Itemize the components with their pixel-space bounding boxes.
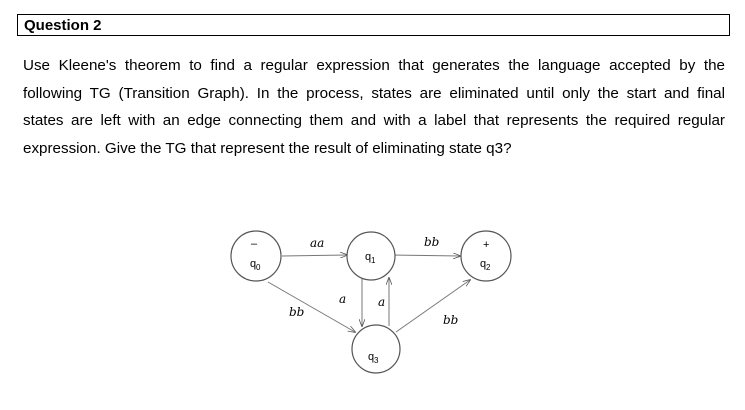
edge-label-bb-left: bb <box>289 305 305 319</box>
edge-q1-q2 <box>391 255 460 256</box>
question-line-2: following TG (Transition Graph). In the process, states are eliminated until only the start and final <box>23 84 725 102</box>
edge-q0-q1 <box>282 255 347 256</box>
question-line-4: expression. Give the TG that represent the result of eliminating state q3? <box>23 139 512 157</box>
state-q0 <box>231 231 281 281</box>
svg-text:2: 2 <box>486 263 491 272</box>
state-q1 <box>347 232 395 280</box>
edge-label-bb-right: bb <box>443 313 459 327</box>
state-q2 <box>461 231 511 281</box>
edge-label-bb-top: bb <box>424 235 440 249</box>
svg-text:1: 1 <box>371 256 376 265</box>
svg-text:–: – <box>251 238 258 250</box>
svg-text:0: 0 <box>256 263 261 272</box>
edge-label-a-left: a <box>339 292 347 306</box>
question-line-3: states are left with an edge connecting them and with a label that represents the required regular <box>23 112 725 130</box>
state-q3 <box>352 325 400 373</box>
edge-q0-q3 <box>268 282 355 332</box>
svg-text:3: 3 <box>374 356 379 365</box>
svg-text:q: q <box>365 251 372 263</box>
svg-text:+: + <box>483 239 490 251</box>
svg-text:q: q <box>480 258 487 270</box>
svg-text:q: q <box>250 258 257 270</box>
edge-label-aa: aa <box>310 236 325 250</box>
edge-label-a-right: a <box>378 295 386 309</box>
edge-q3-q2 <box>396 280 470 332</box>
question-title: Question 2 <box>24 17 102 34</box>
question-line-1: Use Kleene's theorem to find a regular expression that generates the language accepted by the <box>23 57 725 74</box>
svg-text:q: q <box>368 351 375 363</box>
